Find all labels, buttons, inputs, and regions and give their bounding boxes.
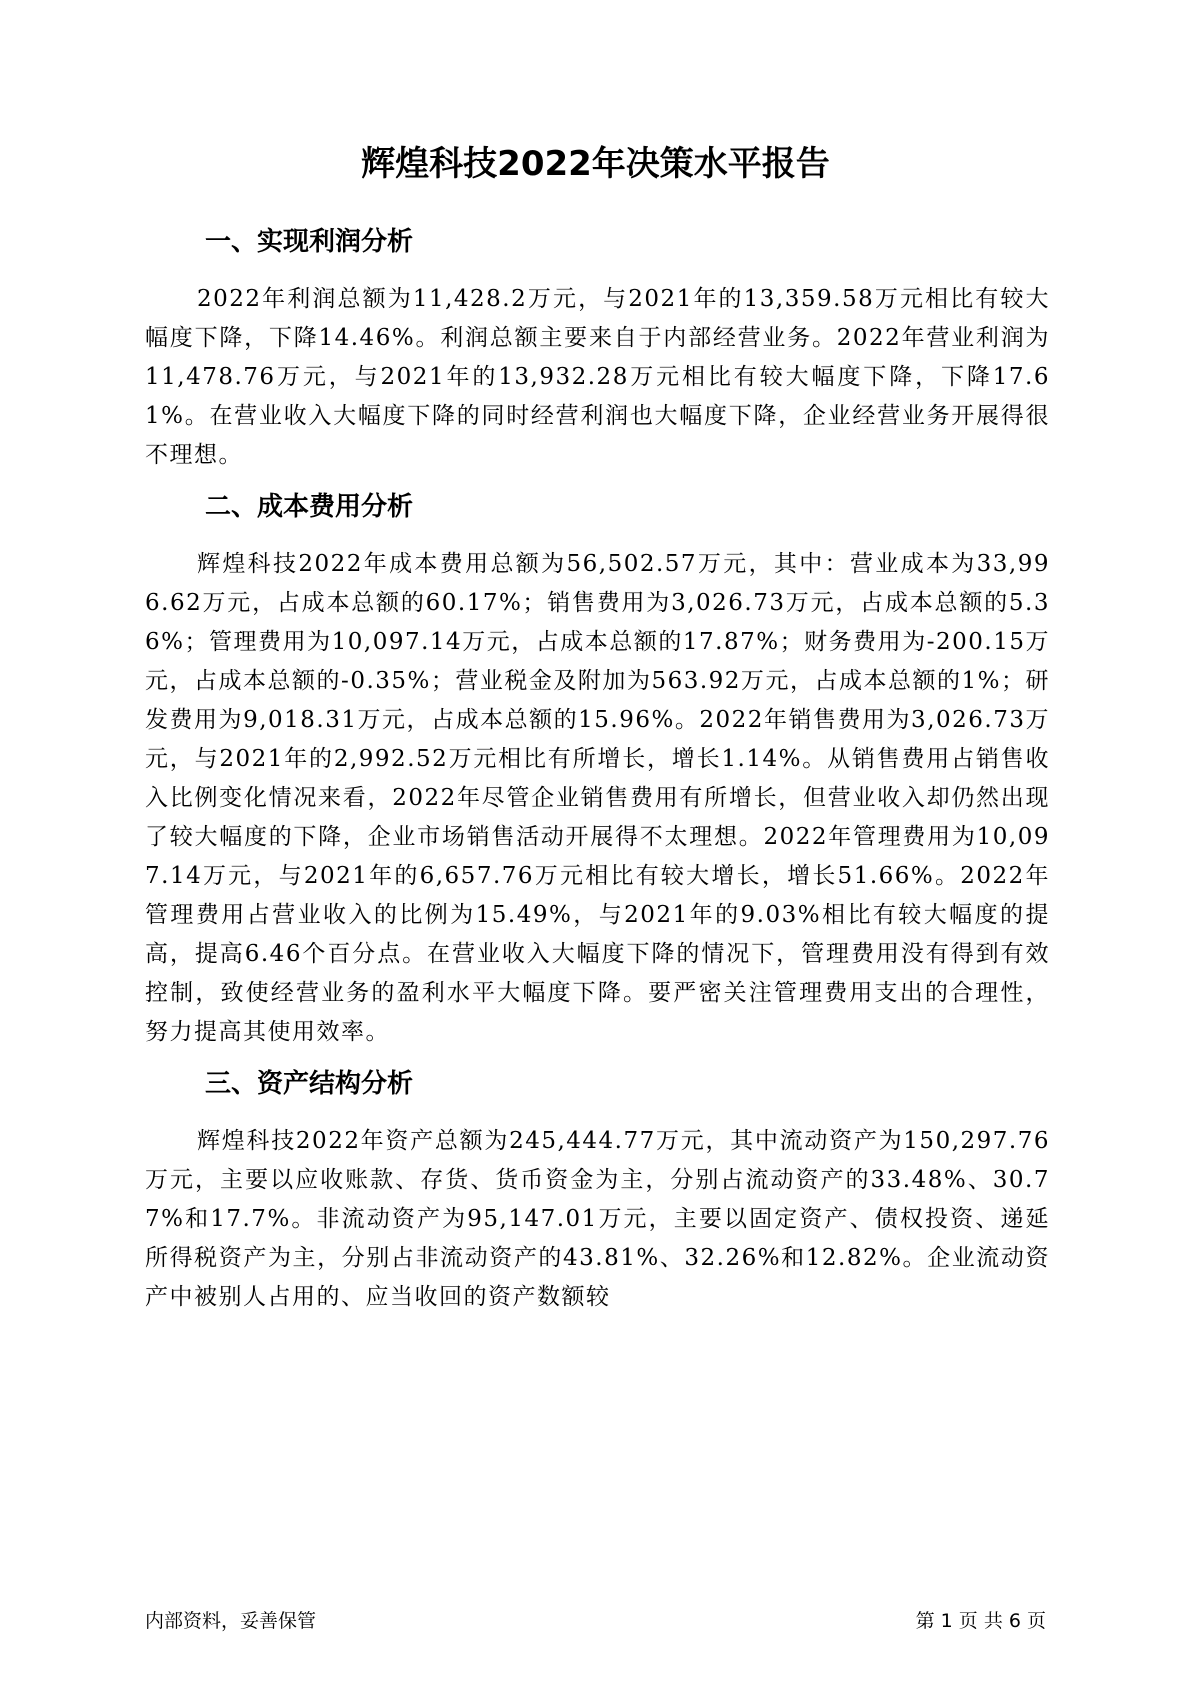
section-paragraph: 辉煌科技2022年成本费用总额为56,502.57万元，其中：营业成本为33,996.62万元，占成本总额的60.17%；销售费用为3,026.73万元，占成本总额的5.36%；管理费用为10,097.14万元，占成本总额的17.87%；财务费用为-200.15万元，占成本总额的-0.35%；营业税金及附加为563.92万元，占成本总额的1%；研发费用为9,018.31万元，占成本总额的15.96%。2022年销售费用为3,026.73万元，与2021年的2,992.52万元相比有所增长，增长1.14%。从销售费用占销售收入比例变化情况来看，2022年尽管企业销售费用有所增长，但营业收入却仍然出现了较大幅度的下降，企业市场销售活动开展得不太理想。2022年管理费用为10,097.14万元，与2021年的6,657.76万元相比有较大增长，增长51.66%。2022年管理费用占营业收入的比例为15.49%，与2021年的9.03%相比有较大幅度的提高，提高6.46个百分点。在营业收入大幅度下降的情况下，管理费用没有得到有效控制，致使经营业务的盈利水平大幅度下降。要严密关注管理费用支出的合理性，努力提高其使用效率。 bbox=[145, 551, 1050, 1045]
document-title: 辉煌科技2022年决策水平报告 bbox=[361, 144, 830, 184]
section-asset-structure-analysis bbox=[145, 1064, 1050, 1317]
footer-confidential-note: 内部资料，妥善保管 bbox=[145, 1610, 317, 1632]
footer-page-number: 第 1 页 共 6 页 bbox=[915, 1610, 1046, 1632]
section-heading: 二、成本费用分析 bbox=[205, 492, 414, 522]
section-heading: 三、资产结构分析 bbox=[205, 1069, 414, 1099]
section-paragraph: 2022年利润总额为11,428.2万元，与2021年的13,359.58万元相比有较大幅度下降，下降14.46%。利润总额主要来自于内部经营业务。2022年营业利润为11,478.76万元，与2021年的13,932.28万元相比有较大幅度下降，下降17.61%。在营业收入大幅度下降的同时经营利润也大幅度下降，企业经营业务开展得很不理想。 bbox=[145, 286, 1050, 468]
document-body bbox=[145, 222, 1050, 1329]
section-profit-analysis bbox=[145, 222, 1050, 475]
section-cost-analysis bbox=[145, 487, 1050, 1052]
section-paragraph: 辉煌科技2022年资产总额为245,444.77万元，其中流动资产为150,297.76万元，主要以应收账款、存货、货币资金为主，分别占流动资产的33.48%、30.77%和17.7%。非流动资产为95,147.01万元，主要以固定资产、债权投资、递延所得税资产为主，分别占非流动资产的43.81%、32.26%和12.82%。企业流动资产中被别人占用的、应当收回的资产数额较 bbox=[145, 1128, 1050, 1310]
section-heading: 一、实现利润分析 bbox=[205, 227, 414, 257]
